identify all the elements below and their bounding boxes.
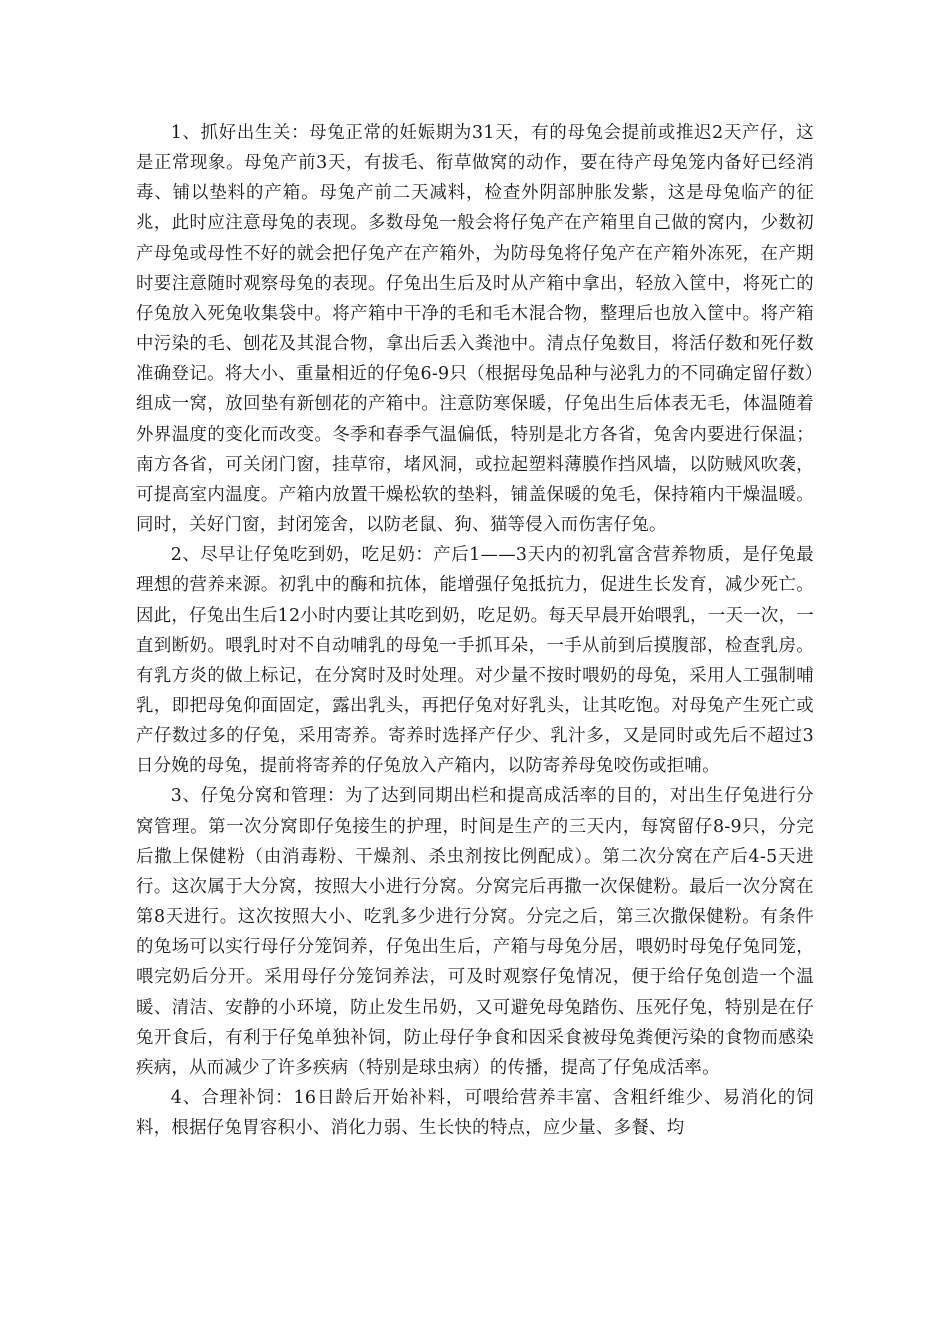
paragraph-supplementary-feeding: 4、合理补饲：16日龄后开始补料，可喂给营养丰富、含粗纤维少、易消化的饲料，根据仔兔胃容积小、消化力弱、生长快的特点，应少量、多餐、均	[136, 1088, 814, 1139]
paragraph-litter-management: 3、仔兔分窝和管理：为了达到同期出栏和提高成活率的目的，对出生仔兔进行分窝管理。第一次分窝即仔兔接生的护理，时间是生产的三天内，每窝留仔8-9只，分完后撒上保健粉（由消毒粉、干燥剂、杀虫剂按比例配成）。第二次分窝在产后4-5天进行。这次属于大分窝，按照大小进行分窝。分窝完后再撒一次保健粉。最后一次分窝在第8天进行。这次按照大小、吃乳多少进行分窝。分完之后，第三次撒保健粉。有条件的兔场可以实行母仔分笼饲养，仔兔出生后，产箱与母兔分居，喂奶时母兔仔兔同笼，喂完奶后分开。采用母仔分笼饲养法，可及时观察仔兔情况，便于给仔兔创造一个温暖、清洁、安静的小环境，防止发生吊奶，又可避免母兔踏伤、压死仔兔，特别是在仔兔开食后，有利于仔兔单独补饲，防止母仔争食和因采食被母兔粪便污染的食物而感染疾病，从而减少了许多疾病（特别是球虫病）的传播，提高了仔兔成活率。	[136, 786, 814, 1078]
paragraph-birth-care: 1、抓好出生关：母兔正常的妊娠期为31天，有的母兔会提前或推迟2天产仔，这是正常现象。母兔产前3天，有拔毛、衔草做窝的动作，要在待产母兔笼内备好已经消毒、铺以垫料的产箱。母兔产前二天减料，检查外阴部肿胀发紫，这是母兔临产的征兆，此时应注意母兔的表现。多数母兔一般会将仔兔产在产箱里自己做的窝内，少数初产母兔或母性不好的就会把仔兔产在产箱外，为防母兔将仔兔产在产箱外冻死，在产期时要注意随时观察母兔的表现。仔兔出生后及时从产箱中拿出，轻放入筐中，将死亡的仔兔放入死兔收集袋中。将产箱中干净的毛和毛木混合物，整理后也放入筐中。将产箱中污染的毛、刨花及其混合物，拿出后丢入粪池中。清点仔兔数目，将活仔数和死仔数准确登记。将大小、重量相近的仔兔6-9只（根据母兔品种与泌乳力的不同确定留仔数）组成一窝，放回垫有新刨花的产箱中。注意防寒保暖，仔兔出生后体表无毛，体温随着外界温度的变化而改变。冬季和春季气温偏低，特别是北方各省，兔舍内要进行保温；南方各省，可关闭门窗，挂草帘，堵风洞，或拉起塑料薄膜作挡风墙，以防贼风吹袭，可提高室内温度。产箱内放置干燥松软的垫料，铺盖保暖的兔毛，保持箱内干燥温暖。 同时，关好门窗，封闭笼舍，以防老鼠、狗、猫等侵入而伤害仔兔。	[136, 123, 814, 536]
paragraph-early-feeding: 2、尽早让仔兔吃到奶，吃足奶：产后1——3天内的初乳富含营养物质，是仔兔最理想的营养来源。初乳中的酶和抗体，能增强仔兔抵抗力，促进生长发育，减少死亡。因此，仔兔出生后12小时内要让其吃到奶，吃足奶。每天早晨开始喂乳，一天一次，一直到断奶。喂乳时对不自动哺乳的母兔一手抓耳朵，一手从前到后摸腹部，检查乳房。有乳方炎的做上标记，在分窝时及时处理。对少量不按时喂奶的母兔，采用人工强制哺乳，即把母兔仰面固定，露出乳头，再把仔兔对好乳头，让其吃饱。对母兔产生死亡或产仔数过多的仔兔，采用寄养。寄养时选择产仔少、乳汁多，又是同时或先后不超过3日分娩的母兔，提前将寄养的仔兔放入产箱内，以防寄养母兔咬伤或拒哺。	[136, 545, 814, 777]
document-body	[136, 118, 814, 1143]
